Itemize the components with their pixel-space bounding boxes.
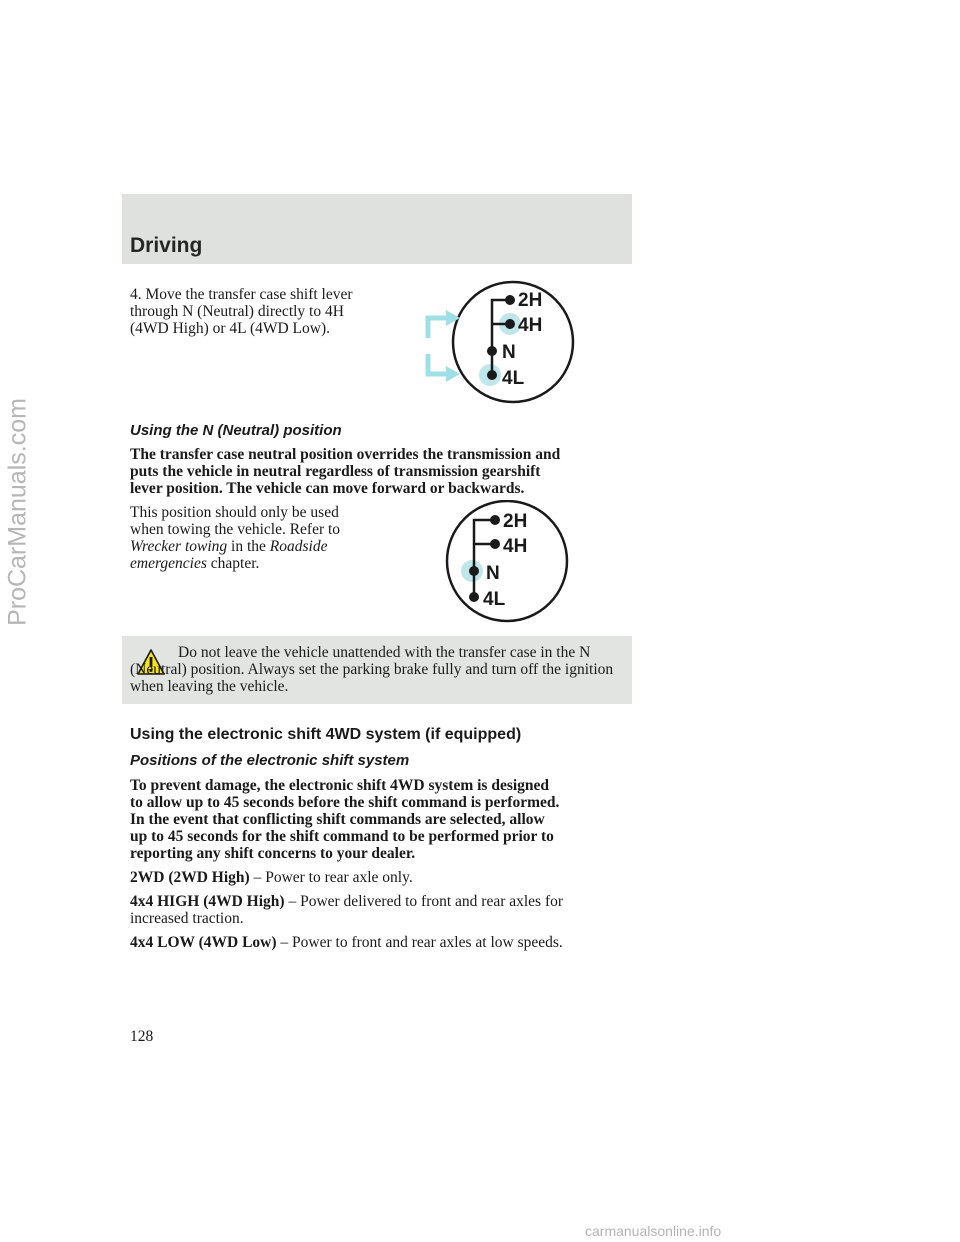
page-number: 128 xyxy=(130,1028,154,1045)
step4-line1: 4. Move the transfer case shift lever xyxy=(130,286,353,303)
shift-diagram-4h-4l xyxy=(420,280,600,410)
electronic-bold-line4: up to 45 seconds for the shift command to be performed prior to xyxy=(130,828,554,845)
dot-2h-b xyxy=(490,515,500,525)
shift-diagram-neutral xyxy=(440,500,580,630)
dot-4h xyxy=(505,319,515,329)
shift-gate-line xyxy=(492,300,510,375)
electronic-bold-line5: reporting any shift concerns to your dealer. xyxy=(130,845,416,862)
tow-line1: This position should only be used xyxy=(130,504,339,521)
tow-line3: Wrecker towing in the Roadside xyxy=(130,538,328,555)
section-title: Driving xyxy=(130,234,203,257)
electronic-bold-line2: to allow up to 45 seconds before the shift command is performed. xyxy=(130,794,560,811)
dot-4h-b xyxy=(490,539,500,549)
dot-n-b xyxy=(469,566,479,576)
label-4h: 4H xyxy=(518,315,543,336)
electronic-bold-line3: In the event that conflicting shift commands are selected, allow xyxy=(130,811,545,828)
arrowhead-4h xyxy=(446,310,460,326)
label-4l: 4L xyxy=(502,368,525,389)
shift-gate-line-2 xyxy=(474,520,495,597)
heading-neutral: Using the N (Neutral) position xyxy=(130,422,342,439)
warning-text: Do not leave the vehicle unattended with the transfer case in the N (Neutral) position. Always set the parking brake fully and turn off the ignition when leaving the vehicle. xyxy=(130,644,614,695)
electronic-bold-line1: To prevent damage, the electronic shift 4WD system is designed xyxy=(130,777,550,794)
footer-watermark: carmanualsonline.info xyxy=(585,1223,722,1239)
dot-2h xyxy=(505,295,515,305)
neutral-bold-line1: The transfer case neutral position overrides the transmission and xyxy=(130,446,561,463)
warning-box xyxy=(122,636,632,704)
heading-electronic-shift: Using the electronic shift 4WD system (if equipped) xyxy=(130,726,522,743)
tow-line2: when towing the vehicle. Refer to xyxy=(130,521,341,538)
dot-4l-b xyxy=(469,592,479,602)
neutral-bold-line2: puts the vehicle in neutral regardless of transmission gearshift xyxy=(130,463,541,480)
neutral-bold-line3: lever position. The vehicle can move forward or backwards. xyxy=(130,480,525,497)
label-2h: 2H xyxy=(518,290,543,311)
mode-2wd: 2WD (2WD High) – Power to rear axle only. xyxy=(130,869,413,886)
section-header-band xyxy=(122,194,632,264)
label-2h-b: 2H xyxy=(503,511,528,532)
mode-4x4-low: 4x4 LOW (4WD Low) – Power to front and rear axles at low speeds. xyxy=(130,934,563,951)
ref-roadside-emergencies: emergencies xyxy=(130,555,207,572)
label-n-b: N xyxy=(486,563,500,584)
dot-4l xyxy=(487,370,497,380)
dot-n xyxy=(487,346,497,356)
label-n: N xyxy=(502,342,516,363)
label-4h-b: 4H xyxy=(503,536,528,557)
mode-4x4-high: 4x4 HIGH (4WD High) – Power delivered to front and rear axles for xyxy=(130,893,564,910)
mode-4x4-high-cont: increased traction. xyxy=(130,910,244,927)
label-4l-b: 4L xyxy=(483,589,506,610)
ref-wrecker-towing: Wrecker towing xyxy=(130,538,228,555)
step4-line2: through N (Neutral) directly to 4H xyxy=(130,303,344,320)
step4-line3: (4WD High) or 4L (4WD Low). xyxy=(130,320,331,337)
subheading-positions: Positions of the electronic shift system xyxy=(130,752,410,769)
tow-line4: emergencies chapter. xyxy=(130,555,260,572)
